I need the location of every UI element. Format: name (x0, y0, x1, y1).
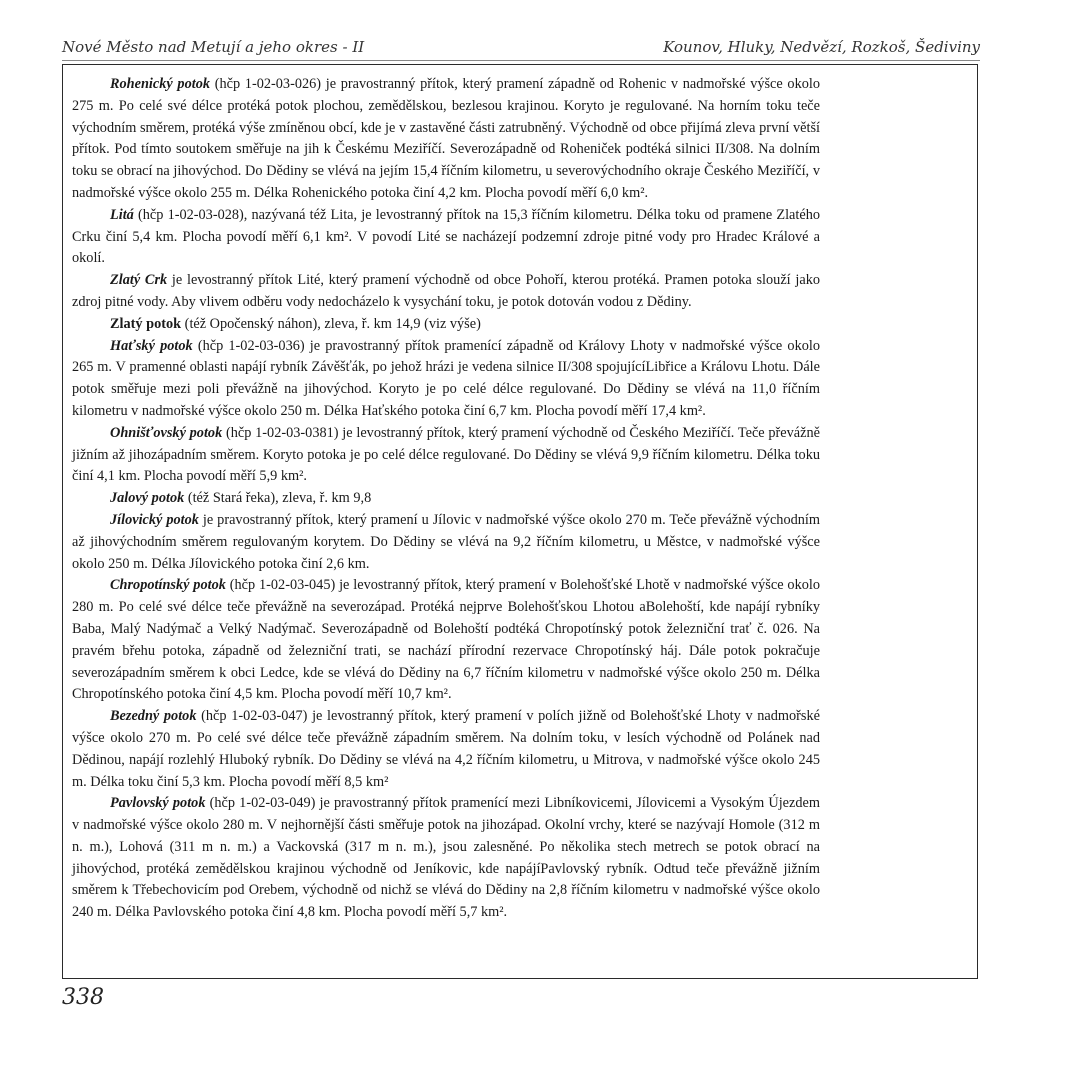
paragraph-bezedny-potok (72, 706, 820, 793)
paragraph-chropotinsky-potok (72, 575, 820, 706)
paragraph-rohenicky-potok (72, 74, 820, 205)
stream-name: Zlatý Crk (110, 272, 168, 289)
paragraph-text: (hčp 1-02-03-0381) je levostranný přítok, který pramení východně od Českého Meziříčí. Teče převážně jižním až jihozápadním směrem. Koryto potoka je po celé délce regulované. Do Dědiny se vlévá 9,9 říčním kilometru. Délka toku činí 4,1 km. Plocha povodí měří 5,9 km². (72, 424, 820, 485)
stream-name: Jílovický potok (110, 511, 199, 528)
paragraph-text: (též Opočenský náhon), zleva, ř. km 14,9 (viz výše) (181, 315, 481, 332)
header-rule (62, 60, 980, 61)
stream-name: Ohnišťovský potok (110, 424, 223, 441)
paragraph-text: je levostranný přítok Lité, který pramení východně od obce Pohoří, kterou protéká. Pramen potoka slouží jako zdroj pitné vody. Aby vlivem odběru vody nedocházelo k vysychání toku, je potok dotován vodou z Dědiny. (72, 272, 820, 310)
stream-name: Jalový potok (110, 490, 185, 507)
stream-name: Rohenický potok (110, 76, 211, 92)
paragraph-text: (hčp 1-02-03-049) je pravostranný přítok pramenící mezi Libníkovicemi, Jílovicemi a Vysokým Újezdem v nadmořské výšce okolo 280 m. V nejhornější části směřuje potok na jihozápad. Okolní vrchy, které se nazývají Homole (312 m n. m.), Lohová (311 m n. m.) a Vackovská (317 m n. m.), jsou zalesněné. Po několika stech metrech se potok obrací na jihovýchod, protéká zemědělskou krajinou východně od Jeníkovic, kde napájíPavlovský rybník. Odtud teče převážně jižním směrem k Třebechovicím pod Orebem, východně od nichž se vlévá do Dědiny na 2,8 říčním kilometru v nadmořské výšce okolo 240 m. Délka Pavlovského potoka činí 4,8 km. Plocha povodí měří 5,7 km². (72, 795, 820, 921)
paragraph-ohnistovsky-potok (72, 423, 820, 488)
paragraph-text: (hčp 1-02-03-045) je levostranný přítok, který pramení v Bolehošťské Lhotě v nadmořské výšce okolo 280 m. Po celé své délce teče převážně na severozápad. Protéká nejprve Bolehošťskou Lhotou aBolehoští, kde napájí rybníky Baba, Malý Nadýmač a Velký Nadýmač. Severozápadně od Bolehoští podtéká Chropotínský potok železniční trať č. 026. Na pravém břehu potoka, západně od železniční trati, se nachází přírodní rezervace Chropotínský háj. Dále potok pokračuje severozápadním směrem k obci Ledce, kde se vlévá do Dědiny na 6,7 říčním kilometru v nadmořské výšce okolo 250 m. Délka Chropotínského potoka činí 4,5 km. Plocha povodí měří 10,7 km². (72, 577, 820, 703)
running-header-right: Kounov, Hluky, Nedvězí, Rozkoš, Šediviny (663, 38, 980, 56)
paragraph-text: (hčp 1-02-03-026) je pravostranný přítok, který pramení západně od Rohenic v nadmořské výšce okolo 275 m. Po celé své délce protéká potok plochou, zemědělskou, bezlesou krajinou. Koryto je regulované. Na horním toku teče východním směrem, protéká výše zmíněnou obcí, kde je v zastavěné části zatrubněný. Východně od obce přijímá zleva první větší přítok. Pod tímto soutokem směřuje na jih k Českému Meziříčí. Severozápadně od Roheniček podtéká silnici II/308. Na dolním toku se obrací na jihovýchod. Do Dědiny se vlévá na jejím 15,4 říčním kilometru, u severovýchodního okraje Českého Meziříčí, v nadmořské výšce okolo 255 m. Délka Rohenického potoka činí 4,2 km. Plocha povodí měří 6,0 km². (72, 76, 821, 201)
paragraph-jilovicky-potok (72, 510, 820, 575)
paragraph-pavlovsky-potok (72, 793, 820, 924)
paragraph-text: (hčp 1-02-03-036) je pravostranný přítok pramenící západně od Královy Lhoty v nadmořské výšce okolo 265 m. V pramenné oblasti napájí rybník Závěšťák, po jehož hrázi je vedena silnice II/308 spojujícíLibřice a Královu Lhotu. Dále potok směřuje mezi poli převážně na jihovýchod. Koryto je po celé délce regulované. Do Dědiny se vlévá na 11,0 říčním kilometru v nadmořské výšce okolo 250 m. Délka Haťského potoka činí 6,7 km. Plocha povodí měří 17,4 km². (72, 337, 821, 419)
paragraph-text: (též Stará řeka), zleva, ř. km 9,8 (184, 490, 372, 507)
page-number: 338 (62, 985, 104, 1010)
stream-name: Chropotínský potok (110, 577, 226, 594)
paragraph-text: je pravostranný přítok, který pramení u Jílovic v nadmořské výšce okolo 270 m. Teče převážně východním až jihovýchodním směrem regulovaným korytem. Do Dědiny se vlévá na 9,2 říčním kilometru, u Městce, v nadmořské výšce okolo 250 m. Délka Jílovického potoka činí 2,6 km. (72, 511, 820, 572)
stream-name: Haťský potok (110, 337, 193, 354)
paragraph-lita (72, 205, 820, 270)
paragraph-jalovy-potok (72, 488, 820, 510)
stream-name: Pavlovský potok (110, 795, 206, 812)
stream-name: Litá (110, 206, 134, 223)
paragraph-text: (hčp 1-02-03-028), nazývaná též Lita, je levostranný přítok na 15,3 říčním kilometru. Délka toku od pramene Zlatého Crku činí 5,4 km. Plocha povodí měří 6,1 km². V povodí Lité se nacházejí podzemní zdroje pitné vody pro Hradec Králové a okolí. (72, 206, 820, 267)
paragraph-zlaty-potok (72, 314, 820, 336)
running-header-left: Nové Město nad Metují a jeho okres - II (62, 38, 365, 56)
stream-name: Zlatý potok (110, 315, 182, 332)
paragraph-hatsky-potok (72, 336, 820, 423)
paragraph-zlaty-crk (72, 270, 820, 314)
stream-name: Bezedný potok (110, 708, 197, 725)
paragraph-text: (hčp 1-02-03-047) je levostranný přítok, který pramení v polích jižně od Bolehošťské Lhoty v nadmořské výšce okolo 270 m. Po celé své délce teče převážně západním směrem. Na dolním toku, v lesích východně od Polánek nad Dědinou, napájí rozlehlý Hluboký rybník. Do Dědiny se vlévá na 4,2 říčním kilometru, u Mitrova, v nadmořské výšce okolo 245 m. Délka toku činí 5,3 km. Plocha povodí měří 8,5 km² (72, 708, 820, 790)
main-text (72, 74, 820, 924)
